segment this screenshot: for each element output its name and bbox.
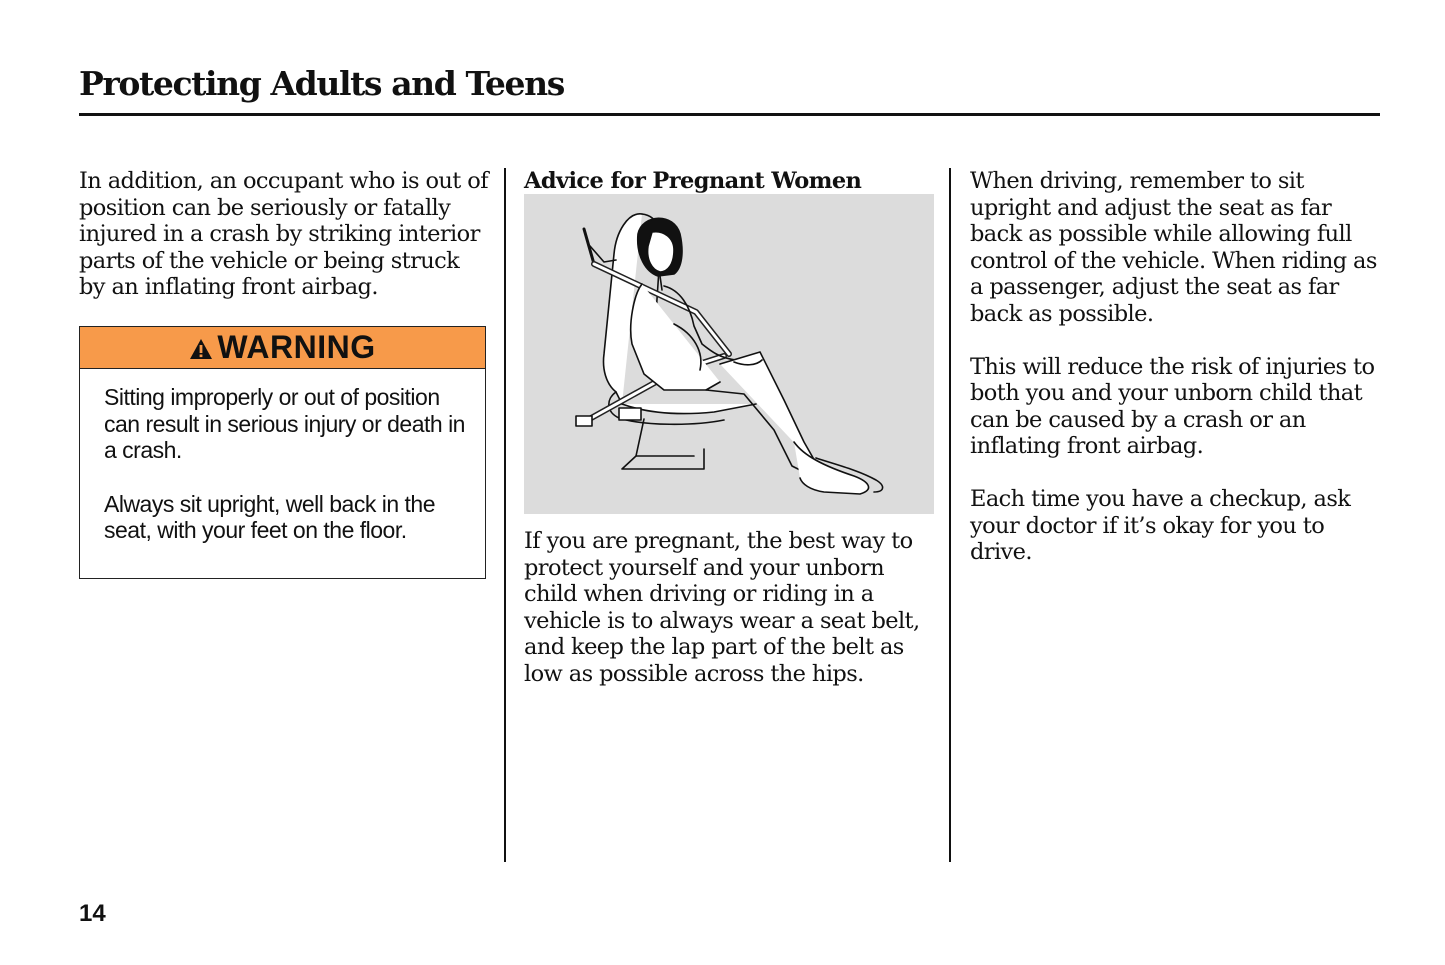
- pregnant-woman-seatbelt-illustration: [524, 194, 934, 514]
- warning-text: Sitting improperly or out of position can result in serious injury or death in a crash.: [104, 384, 465, 464]
- title-rule: [79, 113, 1380, 116]
- column-2: [524, 168, 936, 688]
- warning-triangle-icon: [189, 338, 213, 360]
- body-paragraph: This will reduce the risk of injuries to both you and your unborn child that can be caused by a crash or an inflating front airbag.: [970, 353, 1375, 460]
- page-title: Protecting Adults and Teens: [79, 64, 564, 103]
- column-3: [970, 168, 1380, 566]
- pregnancy-paragraph: If you are pregnant, the best way to protect yourself and your unborn child when driving or riding in a vehicle is to always wear a seat belt, and keep the lap part of the belt as low as possible across the hips.: [524, 528, 920, 687]
- warning-box: [79, 326, 486, 579]
- column-divider: [504, 168, 506, 862]
- column-1: [79, 168, 491, 301]
- warning-label: WARNING: [217, 329, 376, 365]
- column-divider: [949, 168, 951, 862]
- section-heading: Advice for Pregnant Women: [524, 168, 862, 194]
- body-paragraph: When driving, remember to sit upright and adjust the seat as far back as possible while allowing full control of the vehicle. When riding as a passenger, adjust the seat as far back as possible.: [970, 168, 1377, 327]
- page-number: 14: [79, 900, 106, 927]
- warning-body: [80, 369, 485, 544]
- body-paragraph: Each time you have a checkup, ask your doctor if it’s okay for you to drive.: [970, 485, 1351, 566]
- intro-paragraph: In addition, an occupant who is out of position can be seriously or fatally injured in a crash by striking interior parts of the vehicle or being struck by an inflating front airbag.: [79, 168, 488, 301]
- warning-text: Always sit upright, well back in the seat, with your feet on the floor.: [104, 490, 435, 544]
- warning-header: [80, 327, 485, 369]
